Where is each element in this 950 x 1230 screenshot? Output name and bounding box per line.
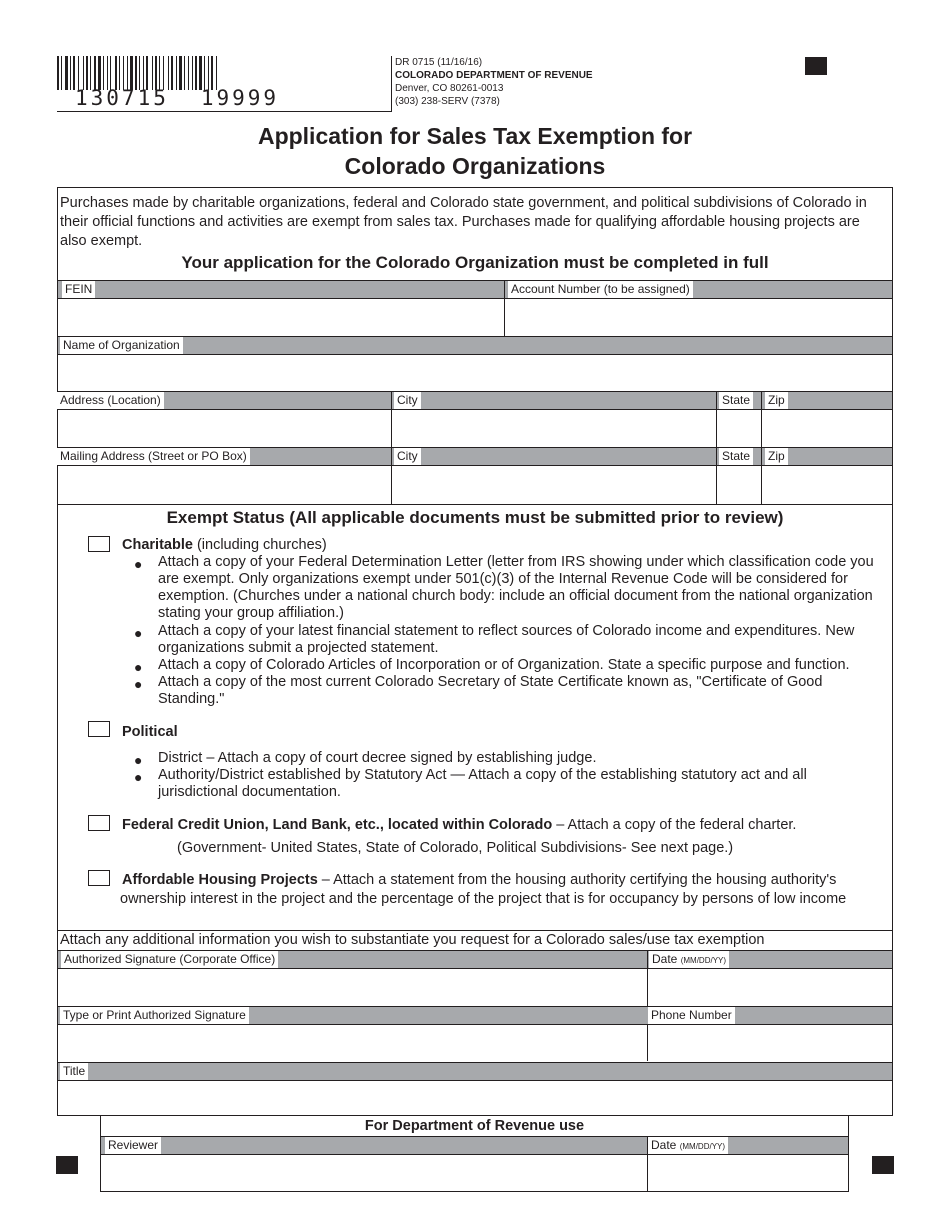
mailing-address-label: Mailing Address (Street or PO Box) (57, 448, 250, 465)
political-bullet: District – Attach a copy of court decree signed by establishing judge. (158, 750, 597, 766)
exempt-status-heading: Exempt Status (All applicable documents must be submitted prior to review) (166, 508, 784, 527)
form-header (395, 56, 593, 108)
divider (57, 111, 392, 112)
charitable-label: Charitable (including churches) (122, 537, 327, 553)
mailing-address-input[interactable] (58, 466, 390, 503)
charitable-bullet: Attach a copy of your latest financial statement to reflect sources of Colorado income and expenditures. New organizations submit a projected statement. (158, 623, 855, 656)
department-name: COLORADO DEPARTMENT OF REVENUE (395, 70, 593, 81)
address-label: Address (Location) (57, 392, 164, 409)
affordable-housing-label: Affordable Housing Projects – Attach a statement from the housing authority certifying the housing authority's (122, 872, 837, 888)
divider (391, 56, 392, 112)
government-note: (Government- United States, State of Colorado, Political Subdivisions- See next page.) (177, 840, 734, 856)
reviewer-input[interactable] (101, 1155, 646, 1191)
account-number-label: Account Number (to be assigned) (508, 281, 693, 298)
state-input[interactable] (717, 410, 760, 446)
page-title: Application for Sales Tax Exemption for Colorado Organizations (257, 123, 693, 179)
print-signature-label: Type or Print Authorized Signature (60, 1007, 249, 1024)
phone-number-label: Phone Number (648, 1007, 735, 1024)
date-input[interactable] (648, 969, 892, 1005)
dor-date-label: Date (MM/DD/YY) (648, 1137, 728, 1155)
department-phone: (303) 238-SERV (7378) (395, 96, 500, 107)
state-label: State (719, 392, 753, 409)
zip-label: Zip (765, 392, 788, 409)
print-signature-input[interactable] (58, 1025, 646, 1061)
political-checkbox[interactable] (88, 721, 110, 737)
federal-credit-union-label: Federal Credit Union, Land Bank, etc., located within Colorado – Attach a copy of the federal charter. (122, 817, 797, 833)
charitable-bullet: Attach a copy of the most current Colorado Secretary of State Certificate known as, "Certificate of Good Standing." (158, 674, 823, 707)
barcode-number: 130715 19999 (75, 86, 280, 110)
authorized-signature-label: Authorized Signature (Corporate Office) (61, 951, 278, 968)
registration-mark (805, 57, 827, 75)
fein-label: FEIN (62, 281, 95, 298)
title-input[interactable] (58, 1081, 892, 1115)
charitable-checkbox[interactable] (88, 536, 110, 552)
date-label: Date (MM/DD/YY) (649, 951, 729, 969)
dor-use-heading: For Department of Revenue use (364, 1118, 585, 1134)
mailing-state-label: State (719, 448, 753, 465)
city-input[interactable] (392, 410, 715, 446)
form-id: DR 0715 (11/16/16) (395, 57, 483, 68)
registration-mark (56, 1156, 78, 1174)
account-number-input[interactable] (505, 299, 892, 335)
charitable-bullet: Attach a copy of your Federal Determination Letter (letter from IRS showing under which classification code you are exempt. Only organizations exempt under 501(c)(3) of the Internal Revenue Code will be considered for exemption. (Churches under a national church body: include an official document from the national organization stating your group affiliation.) (158, 554, 874, 621)
dor-date-input[interactable] (648, 1155, 848, 1191)
mailing-zip-label: Zip (765, 448, 788, 465)
barcode (57, 56, 309, 90)
org-name-input[interactable] (58, 355, 892, 391)
fein-input[interactable] (58, 299, 503, 335)
title-label: Title (60, 1063, 88, 1080)
reviewer-label: Reviewer (105, 1137, 161, 1154)
political-label: Political (122, 724, 178, 740)
registration-mark (872, 1156, 894, 1174)
org-name-label: Name of Organization (60, 337, 183, 354)
authorized-signature-input[interactable] (58, 969, 646, 1005)
city-label: City (394, 392, 421, 409)
charitable-bullet: Attach a copy of Colorado Articles of Incorporation or of Organization. State a specific purpose and function. (158, 657, 850, 673)
affordable-housing-checkbox[interactable] (88, 870, 110, 886)
department-address: Denver, CO 80261-0013 (395, 83, 504, 94)
attach-note: Attach any additional information you wish to substantiate you request for a Colorado sales/use tax exemption (60, 932, 765, 948)
phone-number-input[interactable] (648, 1025, 892, 1061)
mailing-city-label: City (394, 448, 421, 465)
intro-text: Purchases made by charitable organizations, federal and Colorado state government, and political subdivisions of Colorado in their official functions and activities are exempt from sales tax. Purchases made for qualifying affordable housing projects are also exempt. (60, 195, 867, 249)
address-input[interactable] (58, 410, 390, 446)
mailing-state-input[interactable] (717, 466, 760, 503)
federal-credit-union-checkbox[interactable] (88, 815, 110, 831)
mailing-city-input[interactable] (392, 466, 715, 503)
zip-input[interactable] (762, 410, 892, 446)
affordable-housing-text: ownership interest in the project and the percentage of the project that is for occupancy by persons of low income (120, 891, 847, 907)
intro-heading: Your application for the Colorado Organization must be completed in full (181, 253, 769, 272)
political-bullet: Authority/District established by Statutory Act — Attach a copy of the establishing statutory act and all jurisdictional documentation. (158, 767, 807, 800)
mailing-zip-input[interactable] (762, 466, 892, 503)
